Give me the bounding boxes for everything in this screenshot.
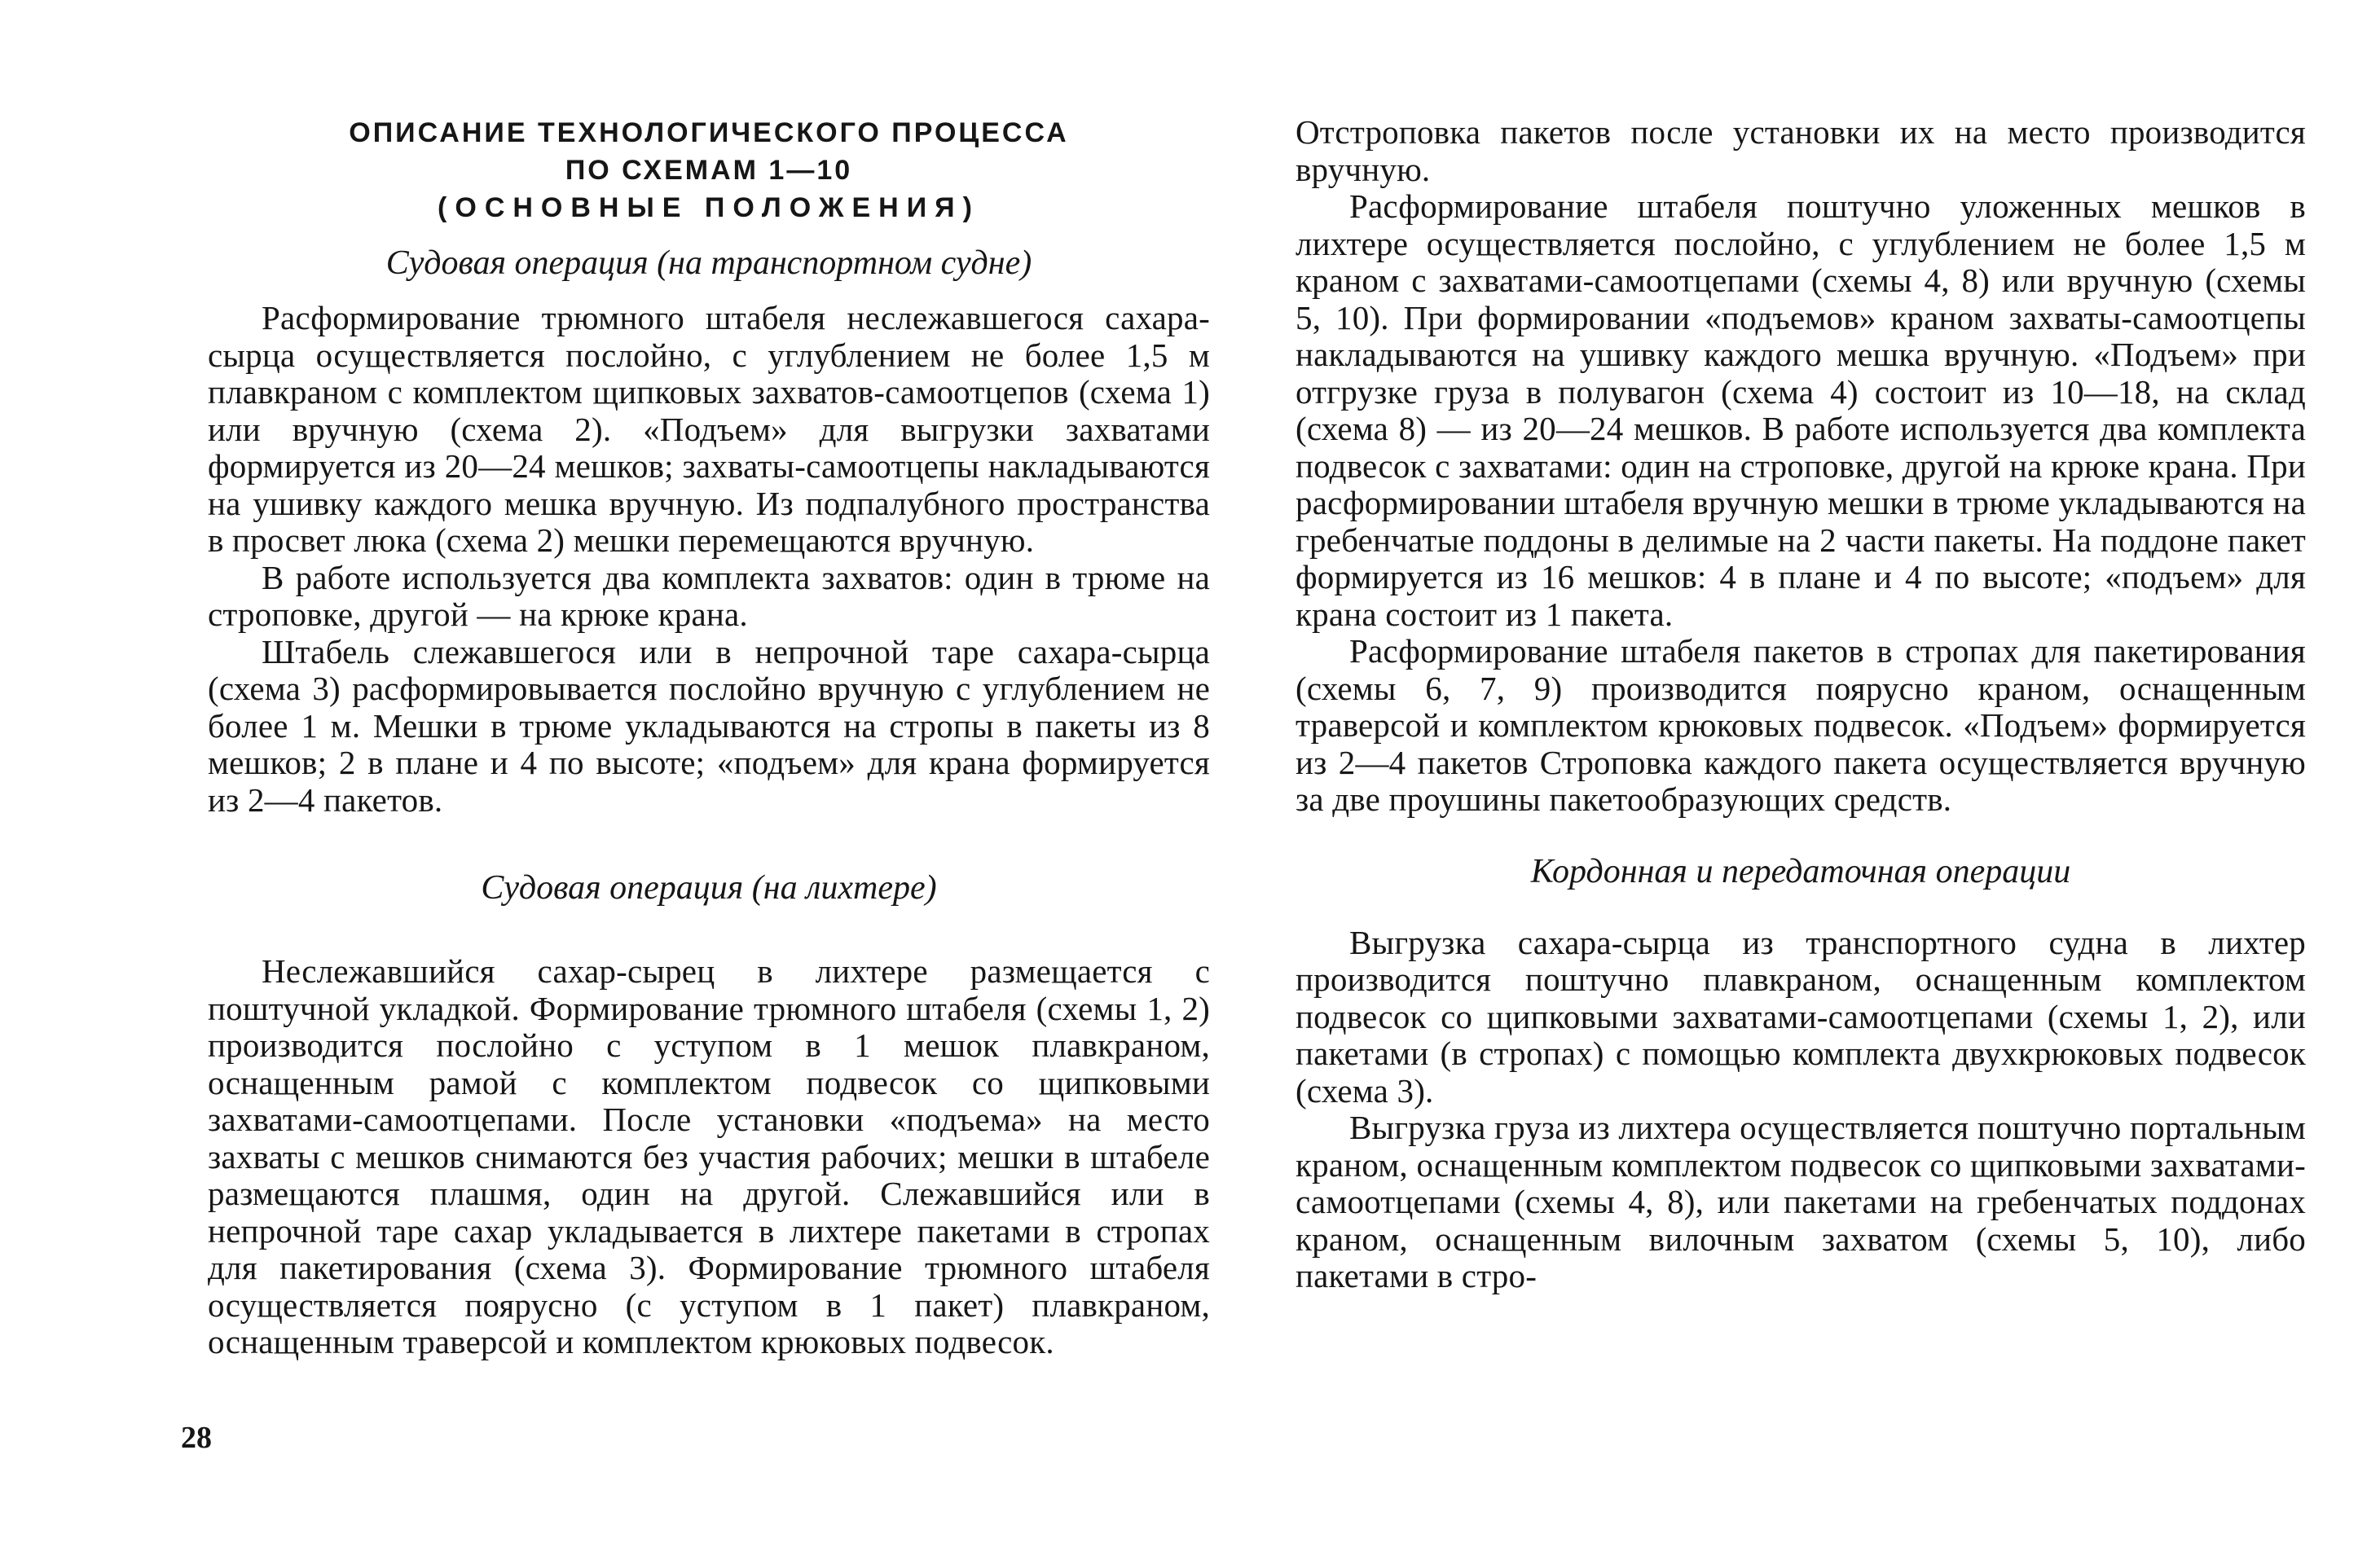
paragraph: Штабель слежавшегося или в непрочной таре сахара-сырца (схема 3) расформировывается послойно вручную с углублением не более 1 м. Мешки в трюме укладываются на стропы в пакеты из 8 мешков; 2 в плане и 4 по высоте; «подъем» для крана формируется из 2—4 пакетов.	[208, 632, 1210, 819]
page-number: 28	[181, 1421, 212, 1455]
paragraph: Расформирование штабеля пакетов в стропах для пакетирования (схемы 6, 7, 9) производится поярусно краном, оснащенным траверсой и комплектом крюковых подвесок. «Подъем» формируется из 2—4 пакетов Строповка каждого пакета осуществляется вручную за две проушины пакетообразующих средств.	[1296, 632, 2306, 818]
main-heading	[208, 114, 1210, 226]
heading-line-1: ОПИСАНИЕ ТЕХНОЛОГИЧЕСКОГО ПРОЦЕССА	[349, 117, 1069, 148]
continued-paragraph: Отстроповка пакетов после установки их на место производится вручную.	[1296, 113, 2306, 188]
section-body-transport	[208, 300, 1210, 819]
section-title-cordon-transfer-operations: Кордонная и передаточная операции	[1530, 852, 2071, 890]
paragraph: Расформирование трюмного штабеля неслежавшегося сахара-сырца осуществляется послойно, с углублением не более 1,5 м плавкраном с комплектом щипковых захватов-самоотцепов (схема 1) или вручную (схема 2). «Подъем» для выгрузки захватами формируется из 20—24 мешков; захваты-самоотцепы накладываются на ушивку каждого мешка вручную. Из подпалубного пространства в просвет люка (схема 2) мешки перемещаются вручную.	[208, 299, 1210, 559]
paragraph: В работе используется два комплекта захватов: один в трюме на строповке, другой — на крюке крана.	[208, 558, 1210, 633]
right-page-column	[1296, 114, 2306, 1295]
paragraph: Выгрузка груза из лихтера осуществляется поштучно портальным краном, оснащенным комплектом подвесок со щипковыми захватами-самоотцепами (схемы 4, 8), или пакетами на гребенчатых поддонах краном, оснащенным вилочным захватом (схемы 5, 10), либо пакетами в стро-	[1296, 1109, 2306, 1294]
section-title-ship-operation-transport: Судовая операция (на транспортном судне)	[385, 244, 1032, 282]
left-page-column	[208, 114, 1210, 1361]
heading-line-2: ПО СХЕМАМ 1—10	[565, 155, 853, 186]
paragraph: Расформирование штабеля поштучно уложенных мешков в лихтере осуществляется послойно, с углублением не более 1,5 м краном с захватами-самоотцепами (схемы 4, 8) или вручную (схемы 5, 10). При формировании «подъемов» краном захваты-самоотцепы накладываются на ушивку каждого мешка вручную. «Подъем» при отгрузке груза в полувагон (схема 4) состоит из 10—18, на склад (схема 8) — из 20—24 мешков. В работе используется два комплекта подвесок с захватами: один на строповке, другой на крюке крана. При расформировании штабеля вручную мешки в трюме укладываются на гребенчатые поддоны в делимые на 2 части пакеты. На поддоне пакет формируется из 16 мешков: 4 в плане и 4 по высоте; «подъем» для крана состоит из 1 пакета.	[1296, 187, 2306, 633]
paragraph: Неслежавшийся сахар-сырец в лихтере размещается с поштучной укладкой. Формирование трюмного штабеля (схемы 1, 2) производится послойно с уступом в 1 мешок плавкраном, оснащенным рамой с комплектом подвесок со щипковыми захватами-самоотцепами. После установки «подъема» на место захваты с мешков снимаются без участия рабочих; мешки в штабеле размещаются плашмя, один на другой. Слежавшийся или в непрочной таре сахар укладывается в лихтере пакетами в стропах для пакетирования (схема 3). Формирование трюмного штабеля осуществляется поярусно (с уступом в 1 пакет) плавкраном, оснащенным траверсой и комплектом крюковых подвесок.	[208, 952, 1210, 1360]
section-body-lighter	[208, 953, 1210, 1361]
heading-line-3: (ОСНОВНЫЕ ПОЛОЖЕНИЯ)	[438, 192, 980, 223]
section-body-cordon	[1296, 925, 2306, 1295]
section-title-ship-operation-lighter: Судовая операция (на лихтере)	[481, 869, 937, 907]
paragraph: Выгрузка сахара-сырца из транспортного судна в лихтер производится поштучно плавкраном, оснащенным комплектом подвесок со щипковыми захватами-самоотцепами (схемы 1, 2), или пакетами (в стропах) с помощью комплекта двухкрюковых подвесок (схема 3).	[1296, 923, 2306, 1110]
